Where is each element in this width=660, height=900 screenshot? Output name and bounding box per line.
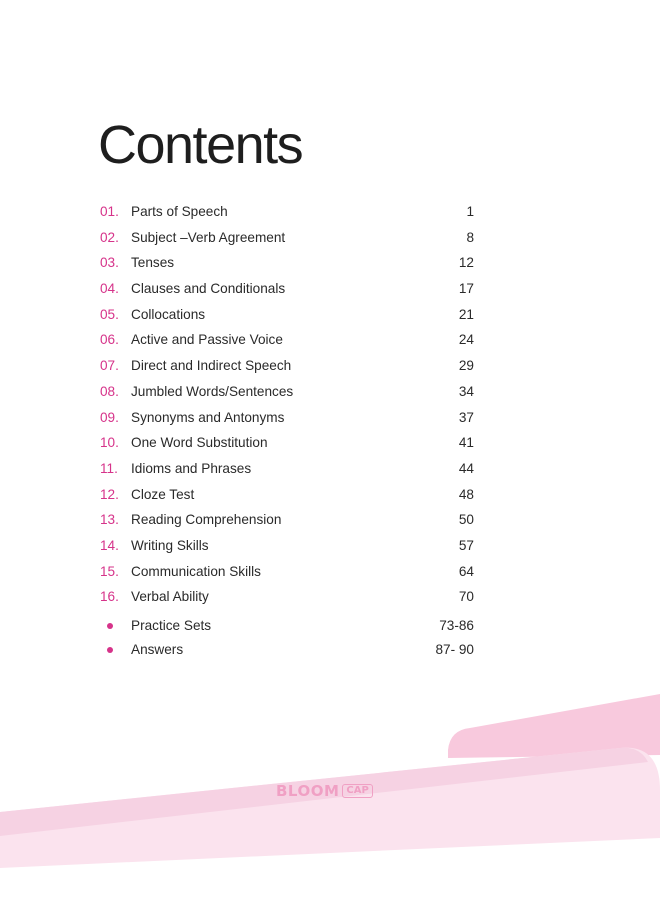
chapter-number: 05. bbox=[100, 306, 119, 322]
chapter-number: 13. bbox=[100, 512, 119, 528]
chapter-number: 03. bbox=[100, 255, 119, 271]
page-number: 1 bbox=[466, 204, 474, 219]
chapter-title: Parts of Speech bbox=[131, 204, 228, 219]
page-number: 70 bbox=[458, 589, 474, 605]
page-number: 21 bbox=[458, 306, 474, 322]
chapter-title: Tenses bbox=[131, 255, 175, 271]
page-number: 64 bbox=[458, 563, 474, 579]
logo-wordmark: BLOOM bbox=[276, 782, 340, 800]
chapter-number: 11. bbox=[100, 460, 118, 476]
chapter-number: 01. bbox=[100, 204, 119, 219]
chapter-number: 16. bbox=[100, 589, 119, 605]
chapter-number: 04. bbox=[100, 281, 119, 297]
page-number: 41 bbox=[458, 435, 474, 451]
chapter-title: Clauses and Conditionals bbox=[131, 281, 286, 297]
page-number: 12 bbox=[458, 255, 474, 271]
page-range: 87- 90 bbox=[435, 642, 474, 657]
chapter-number: 07. bbox=[100, 358, 119, 374]
chapter-number: 12. bbox=[100, 486, 119, 502]
chapter-number: 08. bbox=[100, 383, 119, 399]
chapter-title: Reading Comprehension bbox=[131, 512, 282, 528]
page-number: 57 bbox=[458, 537, 474, 553]
page-number: 17 bbox=[458, 281, 474, 297]
chapter-number: 10. bbox=[100, 435, 119, 451]
chapter-number: 15. bbox=[100, 563, 119, 579]
chapter-title: Idioms and Phrases bbox=[131, 460, 252, 476]
chapter-number: 09. bbox=[100, 409, 119, 425]
extra-title: Practice Sets bbox=[131, 618, 212, 633]
chapter-title: Cloze Test bbox=[131, 486, 195, 502]
chapter-number: 14. bbox=[100, 537, 119, 553]
page-number: 24 bbox=[458, 332, 474, 348]
chapter-title: Active and Passive Voice bbox=[131, 332, 283, 348]
chapter-title: Communication Skills bbox=[131, 563, 261, 579]
page-number: 44 bbox=[458, 460, 474, 476]
page-number: 8 bbox=[466, 229, 474, 245]
chapter-title: Synonyms and Antonyms bbox=[131, 409, 285, 425]
chapter-number: 02. bbox=[100, 229, 119, 245]
chapter-title: Collocations bbox=[131, 306, 206, 322]
chapter-number: 06. bbox=[100, 332, 119, 348]
chapter-title: Direct and Indirect Speech bbox=[131, 358, 292, 374]
page-title: Contents bbox=[98, 115, 303, 175]
page-number: 48 bbox=[458, 486, 474, 502]
extra-title: Answers bbox=[131, 642, 184, 657]
chapter-title: Jumbled Words/Sentences bbox=[131, 383, 294, 399]
page-range: 73-86 bbox=[439, 618, 474, 633]
chapter-title: Subject –Verb Agreement bbox=[131, 229, 286, 245]
chapter-title: Writing Skills bbox=[131, 537, 209, 553]
page-number: 29 bbox=[458, 358, 474, 374]
chapter-title: Verbal Ability bbox=[131, 589, 209, 605]
page-number: 34 bbox=[458, 383, 474, 399]
bloomcap-logo bbox=[276, 782, 373, 800]
logo-badge: CAP bbox=[342, 784, 372, 798]
page-number: 37 bbox=[458, 409, 474, 425]
page-number: 50 bbox=[458, 512, 474, 528]
chapter-title: One Word Substitution bbox=[131, 435, 268, 451]
